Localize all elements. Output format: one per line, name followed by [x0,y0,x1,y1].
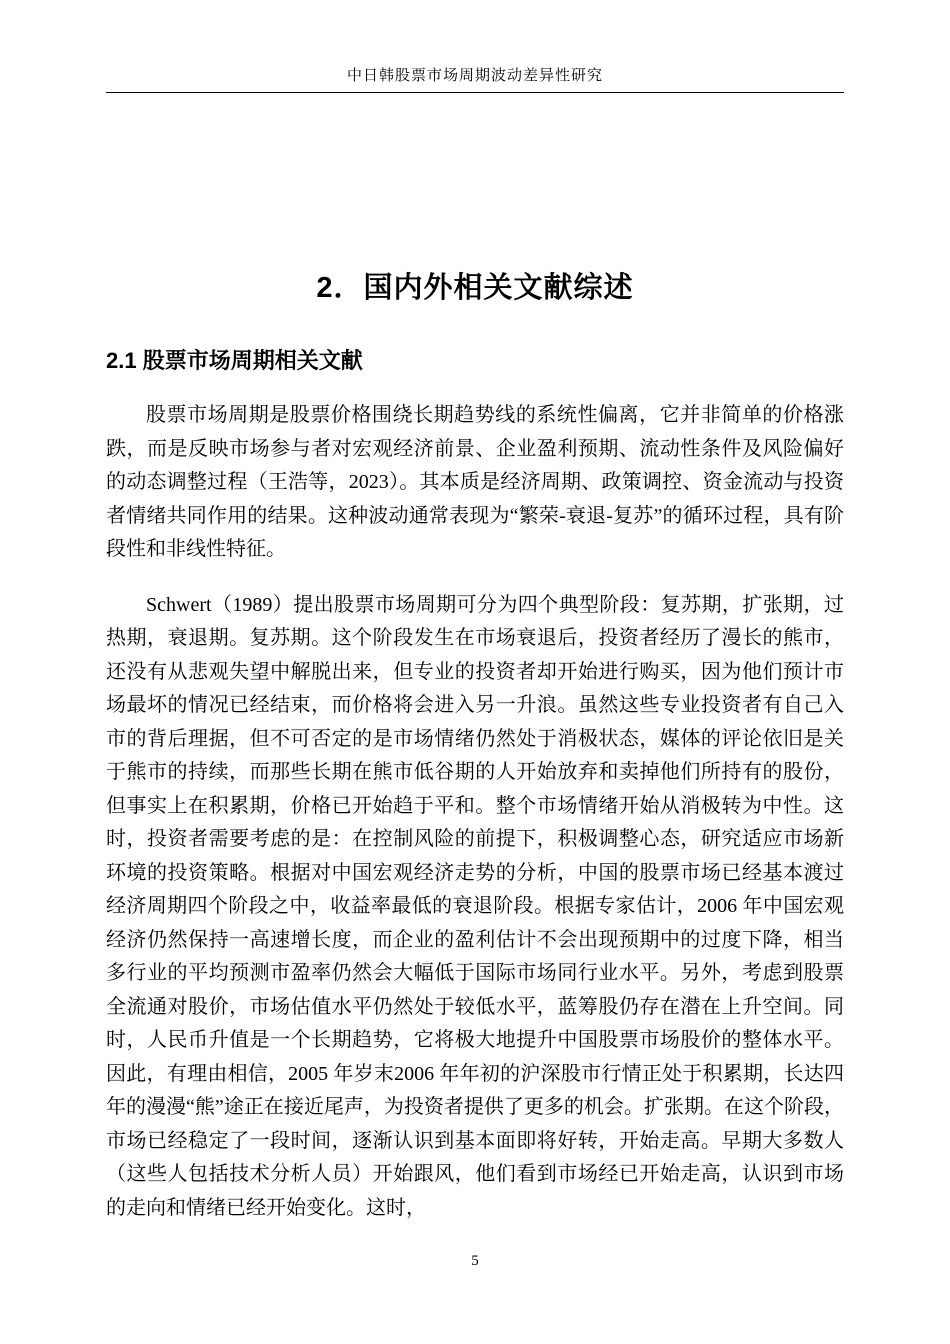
paragraph-intro: 股票市场周期是股票价格围绕长期趋势线的系统性偏离，它并非简单的价格涨跌，而是反映市场参与者对宏观经济前景、企业盈利预期、流动性条件及风险偏好的动态调整过程（王浩等，2023）。其本质是经济周期、政策调控、资金流动与投资者情绪共同作用的结果。这种波动通常表现为“繁荣-衰退-复苏”的循环过程，具有阶段性和非线性特征。 [106,404,844,560]
section-heading: 2.1 股票市场周期相关文献 [106,348,363,373]
running-head-title: 中日韩股票市场周期波动差异性研究 [106,64,844,93]
chapter-title: 2．国内外相关文献综述 [316,272,634,304]
page-footer [0,1253,950,1270]
paragraph-schwert: Schwert（1989）提出股票市场周期可分为四个典型阶段：复苏期，扩张期，过热期，衰退期。复苏期。这个阶段发生在市场衰退后，投资者经历了漫长的熊市，还没有从悲观失望中解脱出来，但专业的投资者却开始进行购买，因为他们预计市场最坏的情况已经结束，而价格将会进入另一升浪。虽然这些专业投资者有自己入市的背后理据，但不可否定的是市场情绪仍然处于消极状态，媒体的评论依旧是关于熊市的持续，而那些长期在熊市低谷期的人开始放弃和卖掉他们所持有的股份，但事实上在积累期，价格已开始趋于平和。整个市场情绪开始从消极转为中性。这时，投资者需要考虑的是：在控制风险的前提下，积极调整心态，研究适应市场新环境的投资策略。根据对中国宏观经济走势的分析，中国的股票市场已经基本渡过经济周期四个阶段之中，收益率最低的衰退阶段。根据专家估计，2006 年中国宏观经济仍然保持一高速增长度，而企业的盈利估计不会出现预期中的过度下降，相当多行业的平均预测市盈率仍然会大幅低于国际市场同行业水平。另外，考虑到股票全流通对股价，市场估值水平仍然处于较低水平，蓝筹股仍存在潜在上升空间。同时，人民币升值是一个长期趋势，它将极大地提升中国股票市场股价的整体水平。因此，有理由相信，2005 年岁末2006 年年初的沪深股市行情正处于积累期，长达四年的漫漫“熊”途正在接近尾声，为投资者提供了更多的机会。扩张期。在这个阶段，市场已经稳定了一段时间，逐渐认识到基本面即将好转，开始走高。早期大多数人（这些人包括技术分析人员）开始跟风，他们看到市场经已开始走高，认识到市场的走向和情绪已经开始变化。这时， [106,593,844,1219]
page-number: 5 [471,1253,479,1269]
document-content [106,265,844,1225]
page-header [106,0,844,93]
